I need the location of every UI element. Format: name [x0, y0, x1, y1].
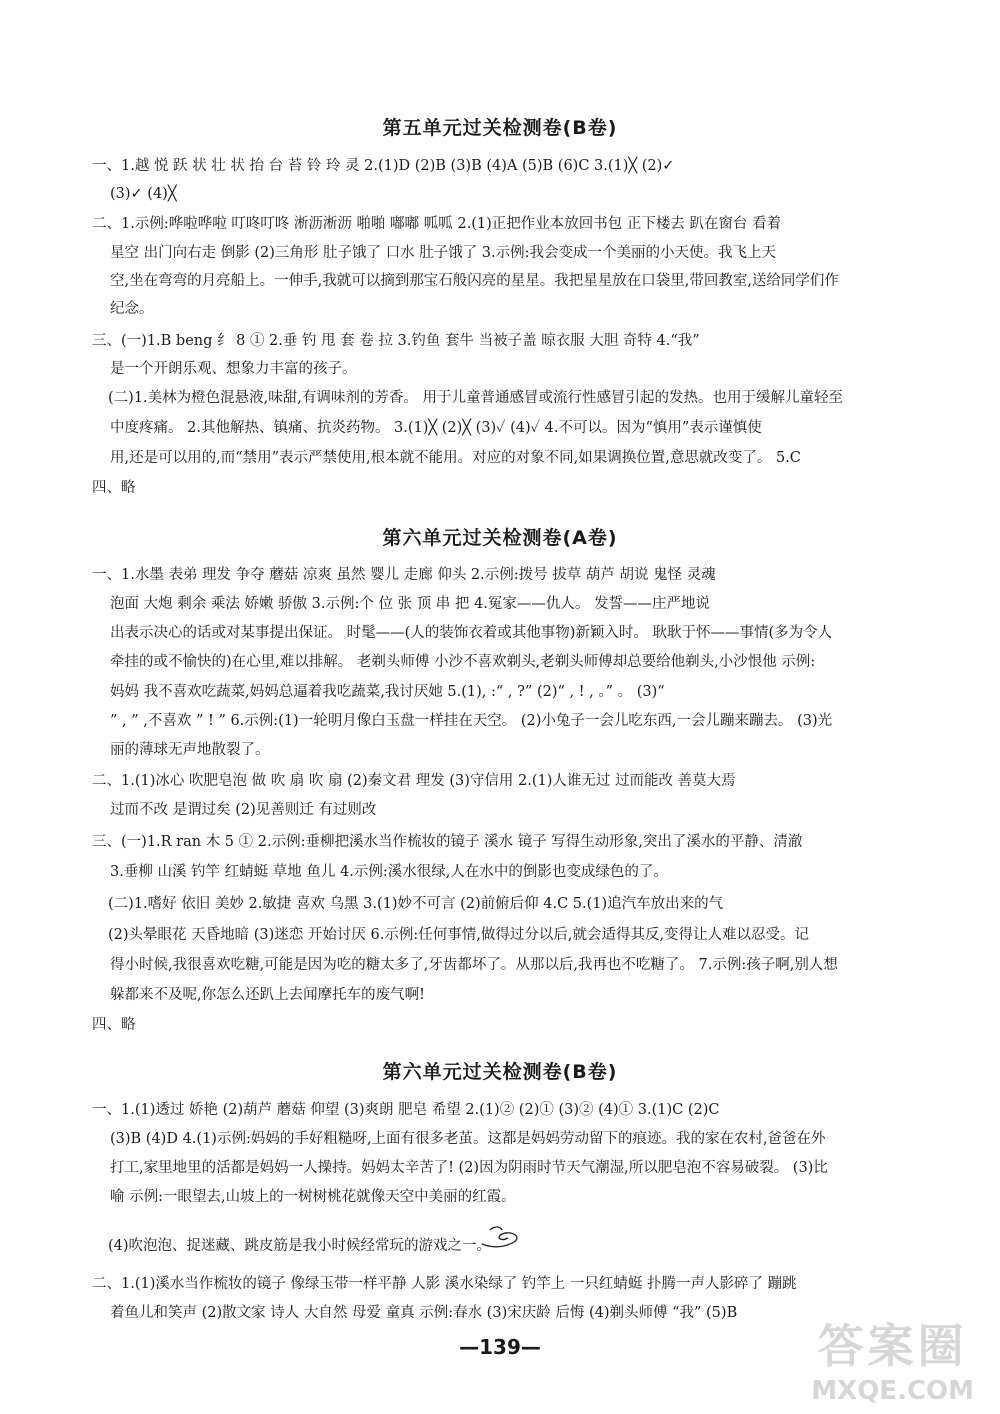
answer-line: 二、1.(1)溪水当作梳妆的镜子 像绿玉带一样平静 人影 溪水染绿了 钓竿上 一只红蜻蜓 扑腾一声人影碎了 蹦跳: [92, 1276, 797, 1292]
answer-line: 星空 出门向右走 倒影 (2)三角形 肚子饿了 口水 肚子饿了 3.示例:我会变成一个美丽的小天使。我飞上天: [110, 245, 777, 261]
answer-line: 二、1.示例:哗啦哗啦 叮咚叮咚 淅沥淅沥 啪啪 嘟嘟 呱呱 2.(1)正把作业本放回书包 正下楼去 趴在窗台 看着: [92, 216, 782, 232]
answer-line: 打工,家里地里的活都是妈妈一人操持。妈妈太辛苦了! (2)因为阴雨时节天气潮湿,所以肥皂泡不容易破裂。 (3)比: [110, 1160, 828, 1176]
answer-line: 用,还是可以用的,而“禁用”表示严禁使用,根本就不能用。对应的对象不同,如果调换位置,意思就改变了。 5.C: [110, 450, 801, 466]
answer-line: 是一个开朗乐观、想象力丰富的孩子。: [110, 361, 357, 377]
watermark: [811, 1310, 974, 1406]
answer-line: 三、(一)1.B beng 纟 8 ① 2.垂 钓 甩 套 卷 拉 3.钓鱼 套牛 当被子盖 晾衣服 大胆 奇特 4.“我”: [92, 333, 700, 349]
answer-line: 牵挂的或不愉快的)在心里,难以排解。 老剃头师傅 小沙不喜欢剃头,老剃头师傅却总要给他剃头,小沙恨他 示例:: [110, 654, 816, 670]
answer-line: 空,坐在弯弯的月亮船上。一伸手,我就可以摘到那宝石般闪亮的星星。我把星星放在口袋里,带回教室,送给同学们作: [110, 273, 839, 289]
answer-line: (二)1.美林为橙色混悬液,味甜,有调味剂的芳香。 用于儿童普通感冒或流行性感冒引起的发热。也用于缓解儿童轻至: [108, 390, 843, 406]
answer-line: 3.垂柳 山溪 钓竿 红蜻蜓 草地 鱼儿 4.示例:溪水很绿,人在水中的倒影也变成绿色的了。: [110, 864, 668, 880]
answer-line: 四、略: [92, 1017, 136, 1033]
answer-line: (4)吹泡泡、捉迷藏、跳皮筋是我小时候经常玩的游戏之一。: [108, 1238, 492, 1254]
answer-line: 妈妈 我不喜欢吃蔬菜,妈妈总逼着我吃蔬菜,我讨厌她 5.(1), :“ , ?” (2)“ , ! , 。” 。 (3)“: [110, 684, 665, 700]
answer-line: 泡面 大炮 剩余 乘法 娇嫩 骄傲 3.示例:个 位 张 顶 串 把 4.冤家——仇人。 发誓——庄严地说: [110, 596, 710, 612]
section-title-unit6-a: 第六单元过关检测卷(A卷): [382, 527, 618, 549]
answer-line: 一、1.(1)透过 娇艳 (2)葫芦 蘑菇 仰望 (3)爽朗 肥皂 希望 2.(1)② (2)① (3)② (4)① 3.(1)C (2)C: [92, 1102, 720, 1118]
answer-line: (3)✓ (4)╳: [110, 186, 177, 202]
section-title-unit6-b: 第六单元过关检测卷(B卷): [382, 1061, 618, 1083]
answer-line: (2)头晕眼花 天昏地暗 (3)迷恋 开始讨厌 6.示例:任何事情,做得过分以后,就会适得其反,变得让人难以忍受。记: [108, 927, 810, 943]
answer-line: 一、1.越 悦 跃 状 壮 状 抬 台 苔 铃 玲 灵 2.(1)D (2)B (3)B (4)A (5)B (6)C 3.(1)╳ (2)✓: [92, 158, 675, 174]
page-number: —139—: [459, 1335, 541, 1359]
watermark-line1: 答案圈: [817, 1319, 968, 1373]
answer-line: 二、1.(1)冰心 吹肥皂泡 做 吹 扇 吹 扇 (2)秦文君 理发 (3)守信用 2.(1)人谁无过 过而能改 善莫大焉: [92, 773, 736, 789]
answer-line: (二)1.嗜好 依旧 美妙 2.敏捷 喜欢 乌黑 3.(1)妙不可言 (2)前俯后仰 4.C 5.(1)追汽车放出来的气: [108, 896, 724, 912]
answer-line: 一、1.水墨 表弟 理发 争夺 蘑菇 凉爽 虽然 婴儿 走廊 仰头 2.示例:拨号 拔草 葫芦 胡说 鬼怪 灵魂: [92, 567, 716, 583]
handwritten-mark: [478, 1222, 528, 1252]
answer-line: ” , ” ,不喜欢 ” ! ” 6.示例:(1)一轮明月像白玉盘一样挂在天空。 (2)小兔子一会儿吃东西,一会儿蹦来蹦去。 (3)光: [110, 713, 833, 729]
answer-line: 三、(一)1.R ran 木 5 ① 2.示例:垂柳把溪水当作梳妆的镜子 溪水 镜子 写得生动形象,突出了溪水的平静、清澈: [92, 834, 803, 850]
answer-line: 四、略: [92, 480, 136, 496]
answer-line: 中度疼痛。 2.其他解热、镇痛、抗炎药物。 3.(1)╳ (2)╳ (3)✓ (4)✓ 4.不可以。因为“慎用”表示谨慎使: [110, 420, 762, 436]
answer-line: 喻 示例:一眼望去,山坡上的一树树桃花就像天空中美丽的红霞。: [110, 1189, 516, 1205]
answer-line: 着鱼儿和笑声 (2)散文家 诗人 大自然 母爱 童真 示例:春水 (3)宋庆龄 后悔 (4)剃头师傅 “我” (5)B: [110, 1305, 738, 1321]
answer-line: 得小时候,我很喜欢吃糖,可能是因为吃的糖太多了,牙齿都坏了。从那以后,我再也不吃糖了。 7.示例:孩子啊,别人想: [110, 957, 838, 973]
answer-line: 纪念。: [110, 301, 154, 317]
answer-line: 丽的薄球无声地散裂了。: [110, 742, 270, 758]
watermark-line2: MXQE.COM: [811, 1376, 974, 1406]
answer-line: 出表示决心的话或对某事提出保证。 时髦——(人的装饰衣着或其他事物)新颖入时。 耿耿于怀——事情(多为令人: [110, 625, 833, 641]
section-title-unit5-b: 第五单元过关检测卷(B卷): [382, 117, 618, 139]
answer-line: (3)B (4)D 4.(1)示例:妈妈的手好粗糙呀,上面有很多老茧。这都是妈妈劳动留下的痕迹。我的家在农村,爸爸在外: [110, 1131, 826, 1147]
answer-line: 躲都来不及呢,你怎么还趴上去闻摩托车的废气啊!: [110, 987, 425, 1003]
answer-line: 过而不改 是谓过矣 (2)见善则迁 有过则改: [110, 802, 377, 818]
